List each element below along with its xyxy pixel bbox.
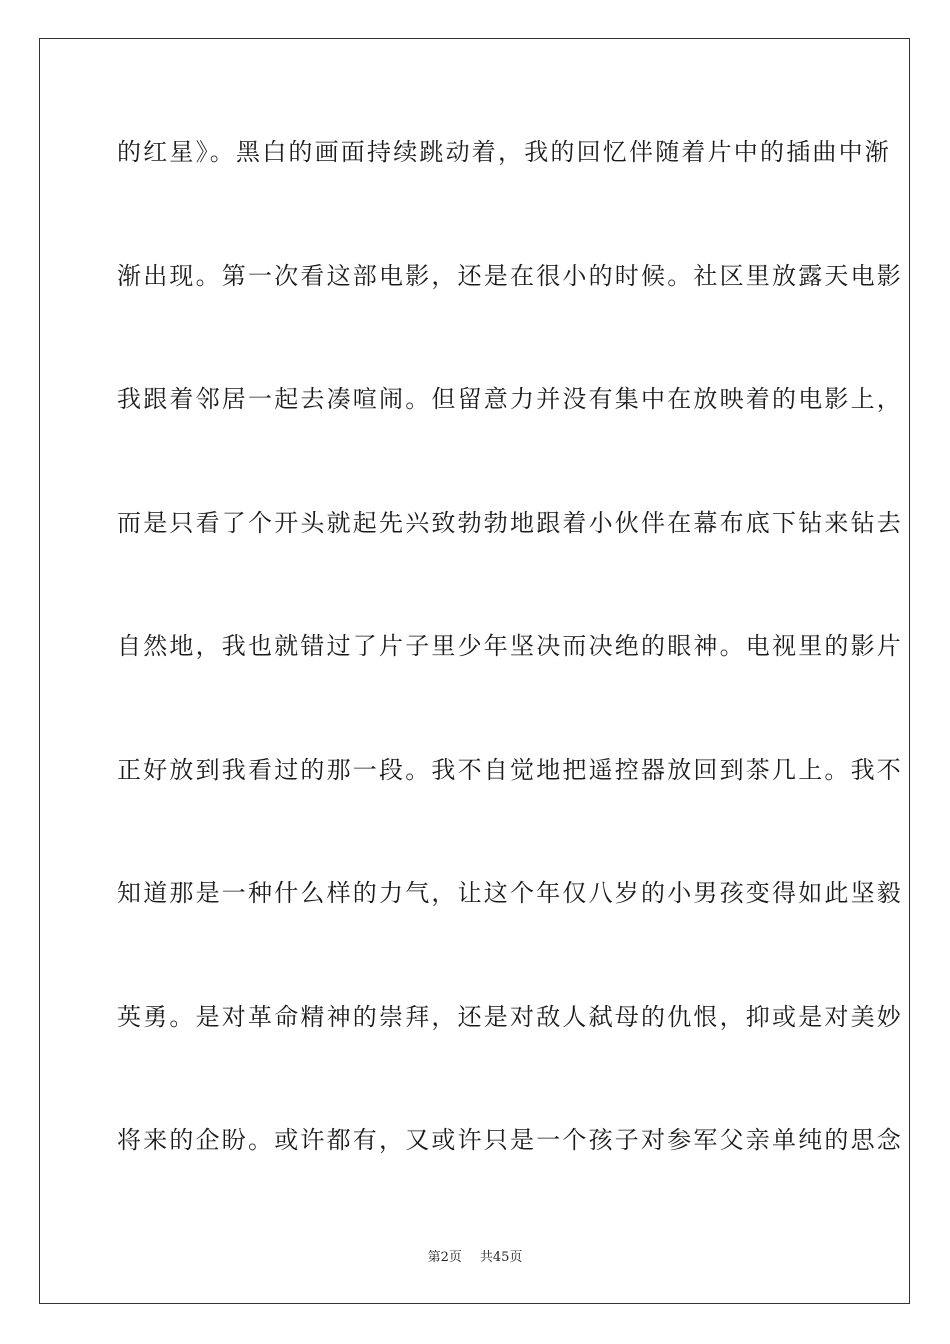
body-text xyxy=(117,128,903,1240)
text-line: 而是只看了个开头就起先兴致勃勃地跟着小伙伴在幕布底下钻来钻去 xyxy=(117,508,903,537)
text-line: 正好放到我看过的那一段。我不自觉地把遥控器放回到茶几上。我不 xyxy=(117,755,903,784)
page-footer xyxy=(0,1246,950,1265)
text-line: 将来的企盼。或许都有，又或许只是一个孩子对参军父亲单纯的思念 xyxy=(117,1126,903,1154)
text-line: 我跟着邻居一起去凑喧闹。但留意力并没有集中在放映着的电影上， xyxy=(117,385,903,413)
page-total: 共45页 xyxy=(479,1250,523,1265)
text-line: 知道那是一种什么样的力气，让这个年仅八岁的小男孩变得如此坚毅 xyxy=(117,879,903,907)
text-line: 的红星》。黑白的画面持续跳动着，我的回忆伴随着片中的插曲中渐 xyxy=(117,138,891,166)
text-line: 英勇。是对革命精神的崇拜，还是对敌人弑母的仇恨，抑或是对美妙 xyxy=(117,1002,903,1031)
text-line: 渐出现。第一次看这部电影，还是在很小的时候。社区里放露天电影 xyxy=(117,261,903,290)
page-number: 第2页 xyxy=(427,1250,462,1265)
text-line: 自然地，我也就错过了片子里少年坚决而决绝的眼神。电视里的影片 xyxy=(117,632,903,660)
